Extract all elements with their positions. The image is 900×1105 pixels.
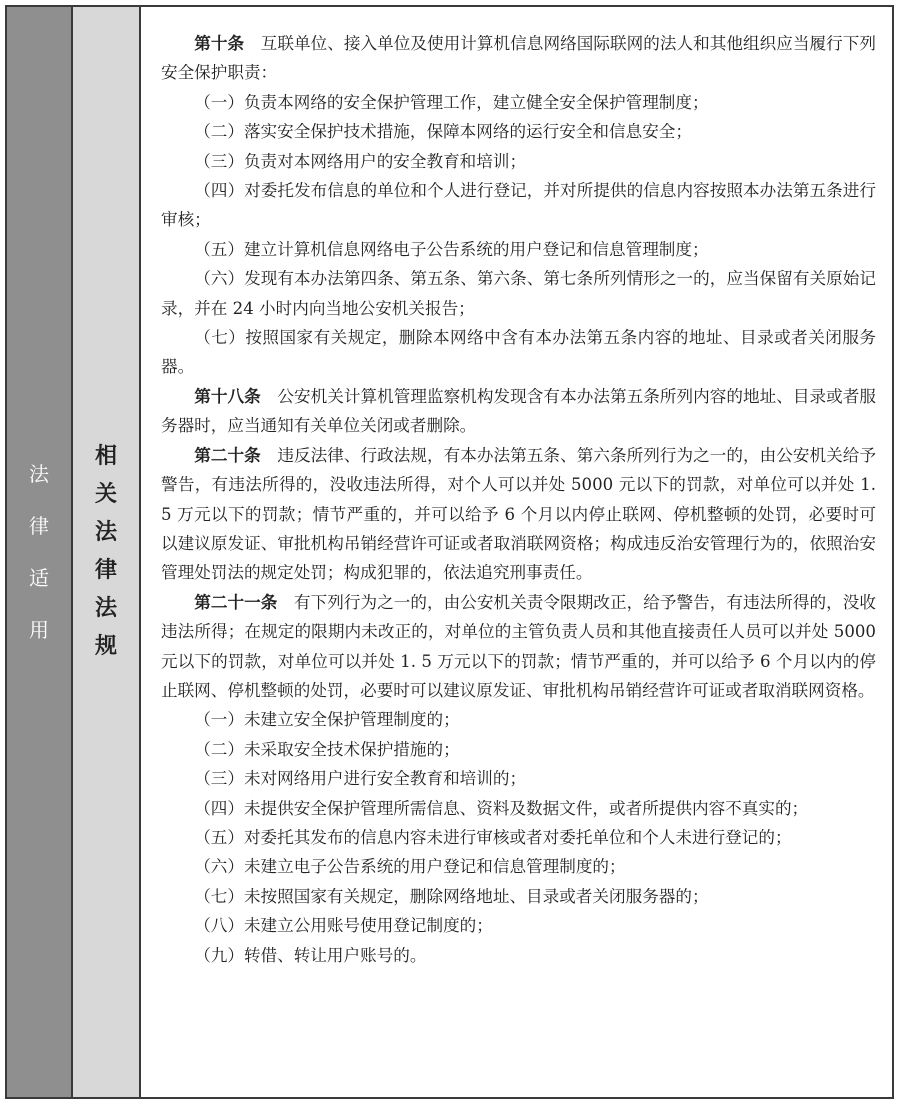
paragraph-text: 公安机关计算机管理监察机构发现含有本办法第五条所列内容的地址、目录或者服务器时，应当通知有关单位关闭或者删除。 (161, 386, 877, 436)
category-char: 适 (29, 566, 49, 590)
paragraph-text: （二）未采取安全技术保护措施的； (194, 739, 460, 759)
article-number: 第二十一条 (194, 591, 278, 612)
article-number: 第二十条 (194, 444, 261, 465)
paragraph-text: 违反法律、行政法规，有本办法第五条、第六条所列行为之一的，由公安机关给予警告，有违法所得的，没收违法所得，对个人可以并处 5000 元以下的罚款，对单位可以并处 1. 5 万元以下的罚款；情节严重的，并可以给予 6 个月以内停止联网、停机整顿的处罚，必要时可以建议原发证、审批机构吊销经营许可证或者取消联网资格；构成违反治安管理行为的，依照治安管理处罚法的规定处罚；构成犯罪的，依法追究刑事责任。 (161, 445, 877, 583)
paragraph-text: （九）转借、转让用户账号的。 (194, 945, 427, 965)
paragraph-text: （一）未建立安全保护管理制度的； (194, 710, 460, 730)
law-paragraph (161, 88, 876, 117)
article-number: 第十条 (194, 33, 245, 53)
article-number: 第十八条 (194, 385, 261, 406)
law-paragraph (161, 911, 876, 940)
law-paragraph (161, 852, 876, 881)
law-table (5, 5, 894, 1099)
subcategory-char: 相 (94, 444, 117, 469)
law-paragraph (161, 147, 876, 176)
paragraph-text: （四）对委托发布信息的单位和个人进行登记，并对所提供的信息内容按照本办法第五条进行审核； (161, 181, 876, 230)
law-paragraph (161, 823, 876, 852)
law-text-content (141, 7, 892, 1097)
law-paragraph (161, 882, 876, 911)
paragraph-text: 有下列行为之一的，由公安机关责令限期改正，给予警告，有违法所得的，没收违法所得；在规定的限期内未改正的，对单位的主管负责人员和其他直接责任人员可以并处 5000 元以下的罚款，对单位可以并处 1. 5 万元以下的罚款；情节严重的，并可以给予 6 个月以内的停止联网、停机整顿的处罚，必要时可以建议原发证、审批机构吊销经营许可证或者取消联网资格。 (161, 592, 877, 700)
paragraph-text: （七）未按照国家有关规定，删除网络地址、目录或者关闭服务器的； (194, 886, 709, 906)
paragraph-text: （五）对委托其发布的信息内容未进行审核或者对委托单位和个人未进行登记的； (194, 827, 792, 847)
law-paragraph (161, 941, 876, 970)
law-paragraph (161, 382, 876, 441)
subcategory-char: 规 (94, 634, 117, 659)
law-paragraph (161, 764, 876, 793)
law-paragraph (161, 29, 876, 88)
paragraph-text: 互联单位、接入单位及使用计算机信息网络国际联网的法人和其他组织应当履行下列安全保护职责： (161, 34, 877, 83)
paragraph-text: （一）负责本网络的安全保护管理工作，建立健全安全保护管理制度； (194, 92, 709, 112)
paragraph-text: （六）发现有本办法第四条、第五条、第六条、第七条所列情形之一的，应当保留有关原始记录，并在 24 小时内向当地公安机关报告； (161, 269, 876, 318)
subcategory-column (73, 7, 141, 1097)
paragraph-text: （五）建立计算机信息网络电子公告系统的用户登记和信息管理制度； (194, 239, 709, 259)
law-paragraph (161, 117, 876, 146)
law-paragraph (161, 176, 876, 235)
paragraph-text: （七）按照国家有关规定，删除本网络中含有本办法第五条内容的地址、目录或者关闭服务器。 (161, 328, 876, 377)
subcategory-char: 法 (94, 520, 117, 545)
category-label (29, 448, 49, 656)
subcategory-char: 关 (94, 482, 117, 507)
category-column (7, 7, 73, 1097)
paragraph-text: （六）未建立电子公告系统的用户登记和信息管理制度的； (194, 857, 626, 877)
category-char: 律 (29, 514, 49, 538)
paragraph-text: （八）未建立公用账号使用登记制度的； (194, 916, 493, 936)
paragraph-text: （二）落实安全保护技术措施，保障本网络的运行安全和信息安全； (194, 122, 692, 142)
category-char: 用 (29, 618, 49, 642)
law-paragraph (161, 588, 876, 706)
law-paragraph (161, 441, 876, 588)
law-paragraph (161, 705, 876, 734)
subcategory-char: 律 (94, 558, 117, 583)
paragraph-text: （四）未提供安全保护管理所需信息、资料及数据文件，或者所提供内容不真实的； (194, 798, 809, 818)
law-paragraph (161, 323, 876, 382)
paragraph-text: （三）负责对本网络用户的安全教育和培训； (194, 151, 527, 171)
law-paragraph (161, 235, 876, 264)
law-paragraph (161, 794, 876, 823)
paragraph-text: （三）未对网络用户进行安全教育和培训的； (194, 769, 527, 789)
category-char: 法 (29, 462, 49, 486)
subcategory-label (95, 438, 117, 666)
law-paragraph (161, 264, 876, 323)
law-paragraph (161, 735, 876, 764)
subcategory-char: 法 (94, 596, 117, 621)
